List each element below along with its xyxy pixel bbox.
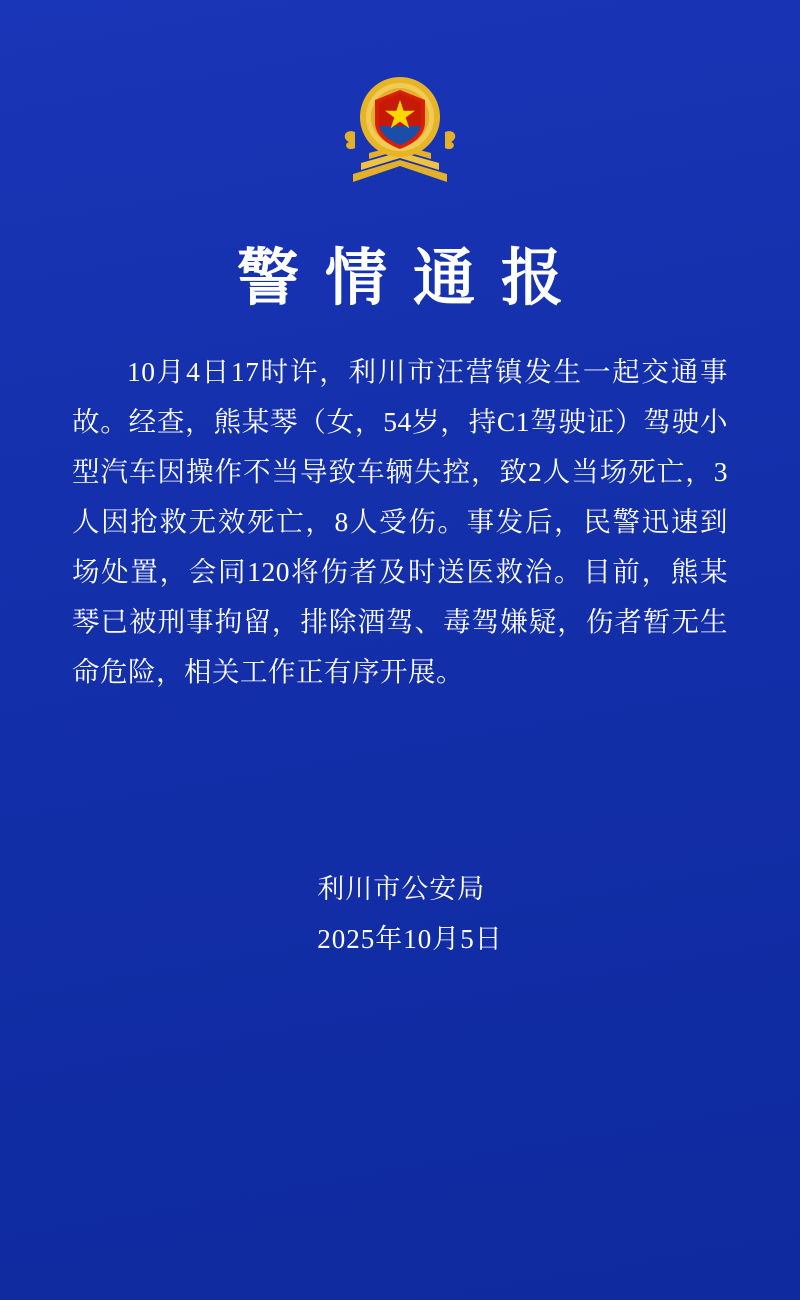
page-title: 警情通报 xyxy=(236,245,589,313)
signature-date: 2025年10月5日 xyxy=(317,923,503,954)
signature-block xyxy=(0,865,800,965)
signature-organization: 利川市公安局 xyxy=(317,874,486,904)
notice-body: 10月4日17时许，利川市汪营镇发生一起交通事故。经查，熊某琴（女，54岁，持C1驾驶证）驾驶小型汽车因操作不当导致车辆失控，致2人当场死亡，3人因抢救无效死亡，8人受伤。事发后，民警迅速到场处置，会同120将伤者及时送医救治。目前，熊某琴已被刑事拘留，排除酒驾、毒驾嫌疑，伤者暂无生命危险，相关工作正有序开展。 xyxy=(72,356,728,688)
china-police-emblem xyxy=(335,70,465,190)
emblem-container xyxy=(0,0,800,190)
